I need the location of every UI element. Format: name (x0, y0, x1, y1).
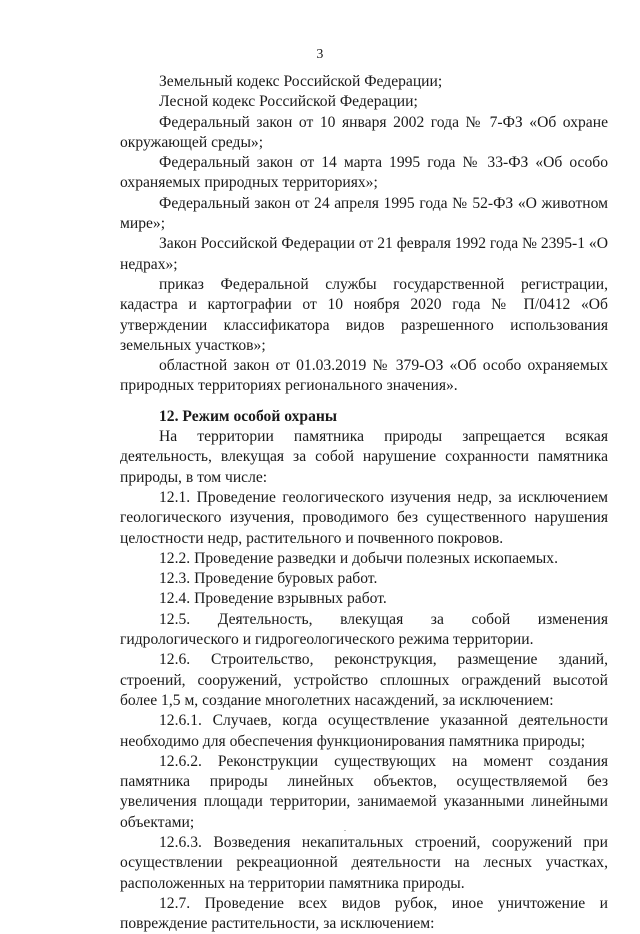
section-paragraph: 12.3. Проведение буровых работ. (159, 570, 378, 588)
section-paragraph: 12.5. Деятельность, влекущая за собой изменения гидрологического и гидрогеологического режима территории. (120, 610, 608, 649)
scan-speck (344, 830, 346, 831)
section-paragraph: 12.7. Проведение всех видов рубок, иное уничтожение и повреждение растительности, за исключением: (120, 894, 608, 933)
page-number: 3 (316, 47, 324, 62)
legal-act-item: Земельный кодекс Российской Федерации; (159, 73, 443, 90)
legal-act-item: приказ Федеральной службы государственной регистрации, кадастра и картографии от 10 ноября 2020 года № П/0412 «Об утверждении классификатора видов разрешенного использования земельных участков»; (120, 275, 608, 354)
legal-act-item: Федеральный закон от 24 апреля 1995 года № 52-ФЗ «О животном мире»; (120, 194, 608, 233)
section-paragraph: 12.6. Строительство, реконструкция, размещение зданий, строений, сооружений, устройство сплошных ограждений высотой более 1,5 м, создание многолетних насаждений, за исключением: (120, 651, 608, 709)
legal-act-item: областной закон от 01.03.2019 № 379-ОЗ «Об особо охраняемых природных территориях регионального значения». (120, 357, 608, 395)
legal-act-item: Лесной кодекс Российской Федерации; (159, 93, 418, 111)
section-paragraph: 12.4. Проведение взрывных работ. (159, 590, 387, 608)
section-paragraph: 12.6.1. Случаев, когда осуществление указанной деятельности необходимо для обеспечения функционирования памятника природы; (120, 712, 608, 750)
section-paragraph: На территории памятника природы запрещается всякая деятельность, влекущая за собой нарушение сохранности памятника природы, в том числе: (120, 428, 608, 486)
section-paragraph: 12.6.2. Реконструкции существующих на момент создания памятника природы линейных объектов, осуществляемой без увеличения площади территории, занимаемой указанными линейными объектами; (120, 752, 608, 831)
section-paragraph: 12.6.3. Возведения некапитальных строений, сооружений при осуществлении рекреационной деятельности на лесных участках, расположенных на территории памятника природы. (120, 833, 608, 892)
section-heading: 12. Режим особой охраны (159, 407, 338, 425)
document-body (120, 72, 608, 934)
legal-act-item: Федеральный закон от 14 марта 1995 года № 33-ФЗ «Об особо охраняемых природных территориях»; (120, 154, 608, 192)
legal-act-item: Закон Российской Федерации от 21 февраля 1992 года № 2395-1 «О недрах»; (120, 235, 608, 273)
legal-act-item: Федеральный закон от 10 января 2002 года № 7-ФЗ «Об охране окружающей среды»; (120, 113, 608, 151)
section-paragraph: 12.2. Проведение разведки и добычи полезных ископаемых. (159, 549, 558, 567)
section-paragraph: 12.1. Проведение геологического изучения недр, за исключением геологического изучения, проводимого без существенного нарушения целостности недр, растительного и почвенного покровов. (120, 488, 608, 547)
